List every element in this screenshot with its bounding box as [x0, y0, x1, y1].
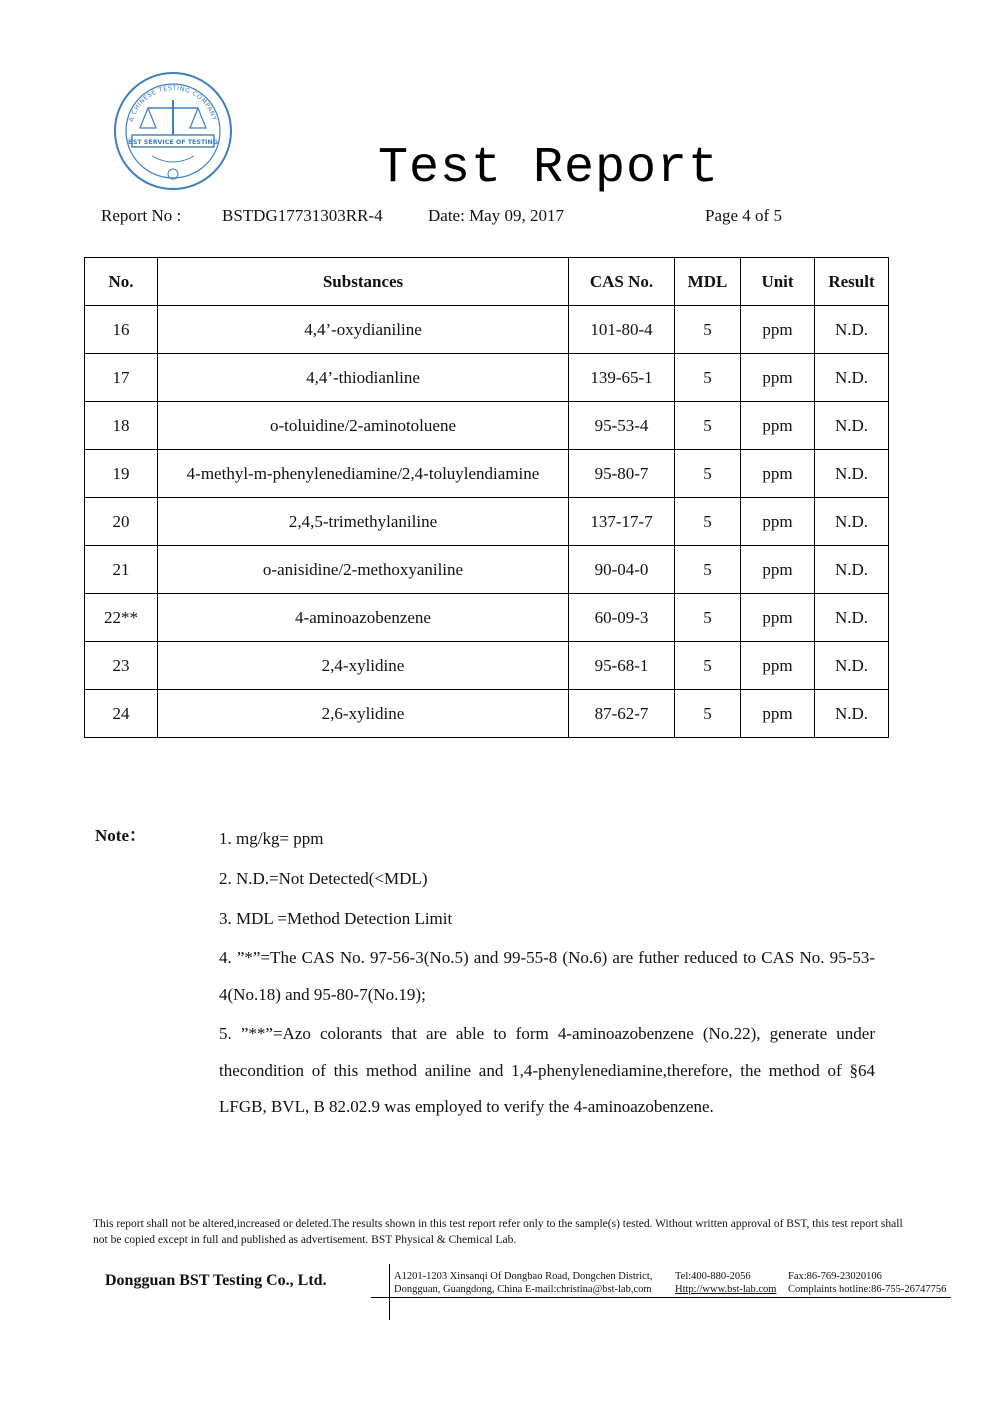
table-row: [85, 690, 889, 738]
cell-cas: 139-65-1: [569, 354, 675, 402]
cell-result: N.D.: [815, 594, 889, 642]
cell-result: N.D.: [815, 546, 889, 594]
cell-cas: 90-04-0: [569, 546, 675, 594]
cell-no: 22**: [85, 594, 158, 642]
table-row: [85, 498, 889, 546]
table-row: [85, 546, 889, 594]
table-row: [85, 450, 889, 498]
cell-mdl: 5: [675, 498, 741, 546]
footer-disclaimer: This report shall not be altered,increased or deleted.The results shown in this test report refer only to the sample(s) tested. Without written approval of BST, this test report shall not be copied except in full and published as advertisement. BST Physical & Chemical Lab.: [93, 1218, 903, 1246]
complaints-hotline: Complaints hotline:86-755-26747756: [788, 1284, 947, 1295]
cell-unit: ppm: [741, 498, 815, 546]
cell-no: 24: [85, 690, 158, 738]
header-result: Result: [815, 258, 889, 306]
page-indicator: Page 4 of 5: [705, 206, 782, 225]
table-header-row: [85, 258, 889, 306]
header-unit: Unit: [741, 258, 815, 306]
note-item: 3. MDL =Method Detection Limit: [219, 909, 453, 928]
cell-no: 21: [85, 546, 158, 594]
company-seal-logo: [112, 70, 234, 192]
header-cas-no: CAS No.: [569, 258, 675, 306]
cell-cas: 87-62-7: [569, 690, 675, 738]
table-row: [85, 402, 889, 450]
seal-band-text: BST SERVICE OF TESTING: [128, 139, 218, 146]
cell-substance: 2,4,5-trimethylaniline: [158, 498, 569, 546]
cell-substance: 4,4’-oxydianiline: [158, 306, 569, 354]
note-item: 1. mg/kg= ppm: [219, 829, 324, 848]
table-row: [85, 642, 889, 690]
note-item: 5. ”**”=Azo colorants that are able to form 4-aminoazobenzene (No.22), generate under thecondition of this method aniline and 1,4-phenylenediamine,therefore, the method of §64 LFGB, BVL, B 82.02.9 was employed to verify the 4-aminoazobenzene.: [219, 1024, 875, 1116]
cell-unit: ppm: [741, 402, 815, 450]
table-row: [85, 306, 889, 354]
cell-mdl: 5: [675, 642, 741, 690]
cell-mdl: 5: [675, 354, 741, 402]
report-no-label: Report No :: [101, 206, 182, 225]
cell-mdl: 5: [675, 402, 741, 450]
cell-substance: 4-aminoazobenzene: [158, 594, 569, 642]
cell-cas: 101-80-4: [569, 306, 675, 354]
note-item: 2. N.D.=Not Detected(<MDL): [219, 869, 428, 888]
table-row: [85, 594, 889, 642]
cell-mdl: 5: [675, 450, 741, 498]
report-no-value: BSTDG17731303RR-4: [222, 206, 383, 225]
cell-no: 18: [85, 402, 158, 450]
cell-no: 19: [85, 450, 158, 498]
seal-arc-text: A CHINESE TESTING COMPANY: [128, 84, 218, 123]
cell-substance: 2,4-xylidine: [158, 642, 569, 690]
cell-mdl: 5: [675, 306, 741, 354]
cell-unit: ppm: [741, 690, 815, 738]
company-address: [394, 1270, 652, 1296]
cell-result: N.D.: [815, 690, 889, 738]
cell-no: 20: [85, 498, 158, 546]
cell-cas: 95-80-7: [569, 450, 675, 498]
cell-result: N.D.: [815, 402, 889, 450]
cell-result: N.D.: [815, 498, 889, 546]
cell-no: 16: [85, 306, 158, 354]
cell-mdl: 5: [675, 690, 741, 738]
cell-result: N.D.: [815, 450, 889, 498]
cell-unit: ppm: [741, 450, 815, 498]
fax: Fax:86-769-23020106: [788, 1271, 882, 1282]
cell-no: 17: [85, 354, 158, 402]
cell-substance: 4,4’-thiodianline: [158, 354, 569, 402]
cell-mdl: 5: [675, 546, 741, 594]
cell-substance: o-toluidine/2-aminotoluene: [158, 402, 569, 450]
header-mdl: MDL: [675, 258, 741, 306]
cell-mdl: 5: [675, 594, 741, 642]
cell-no: 23: [85, 642, 158, 690]
report-date: Date: May 09, 2017: [428, 206, 564, 225]
notes-list: [219, 820, 875, 1129]
results-table: [84, 257, 889, 738]
cell-substance: 4-methyl-m-phenylenediamine/2,4-toluylendiamine: [158, 450, 569, 498]
telephone: Tel:400-880-2056: [675, 1271, 751, 1282]
cell-result: N.D.: [815, 354, 889, 402]
cell-cas: 60-09-3: [569, 594, 675, 642]
cell-substance: o-anisidine/2-methoxyaniline: [158, 546, 569, 594]
cell-substance: 2,6-xylidine: [158, 690, 569, 738]
footer-divider-horizontal: [371, 1297, 951, 1298]
cell-result: N.D.: [815, 642, 889, 690]
website-link[interactable]: Http://www.bst-lab.com: [675, 1284, 777, 1295]
note-item: 4. ”*”=The CAS No. 97-56-3(No.5) and 99-55-8 (No.6) are futher reduced to CAS No. 95-53-4(No.18) and 95-80-7(No.19);: [219, 948, 875, 1004]
cell-unit: ppm: [741, 306, 815, 354]
cell-result: N.D.: [815, 306, 889, 354]
header-substances: Substances: [158, 258, 569, 306]
company-fax-hotline: [788, 1270, 946, 1296]
cell-unit: ppm: [741, 546, 815, 594]
header-no: No.: [85, 258, 158, 306]
note-label: Note：: [95, 826, 146, 845]
cell-unit: ppm: [741, 354, 815, 402]
table-row: [85, 354, 889, 402]
scales-of-justice-icon: [112, 70, 234, 192]
cell-cas: 137-17-7: [569, 498, 675, 546]
company-contact: [675, 1270, 776, 1296]
company-name: Dongguan BST Testing Co., Ltd.: [105, 1272, 327, 1289]
footer-divider-vertical: [389, 1264, 390, 1320]
cell-cas: 95-53-4: [569, 402, 675, 450]
cell-unit: ppm: [741, 642, 815, 690]
cell-unit: ppm: [741, 594, 815, 642]
address-line-2: Dongguan, Guangdong, China E-mail:christina@bst-lab,com: [394, 1284, 652, 1295]
page-title: Test Report: [378, 140, 720, 197]
cell-cas: 95-68-1: [569, 642, 675, 690]
address-line-1: A1201-1203 Xinsanqi Of Dongbao Road, Dongchen District,: [394, 1271, 653, 1282]
